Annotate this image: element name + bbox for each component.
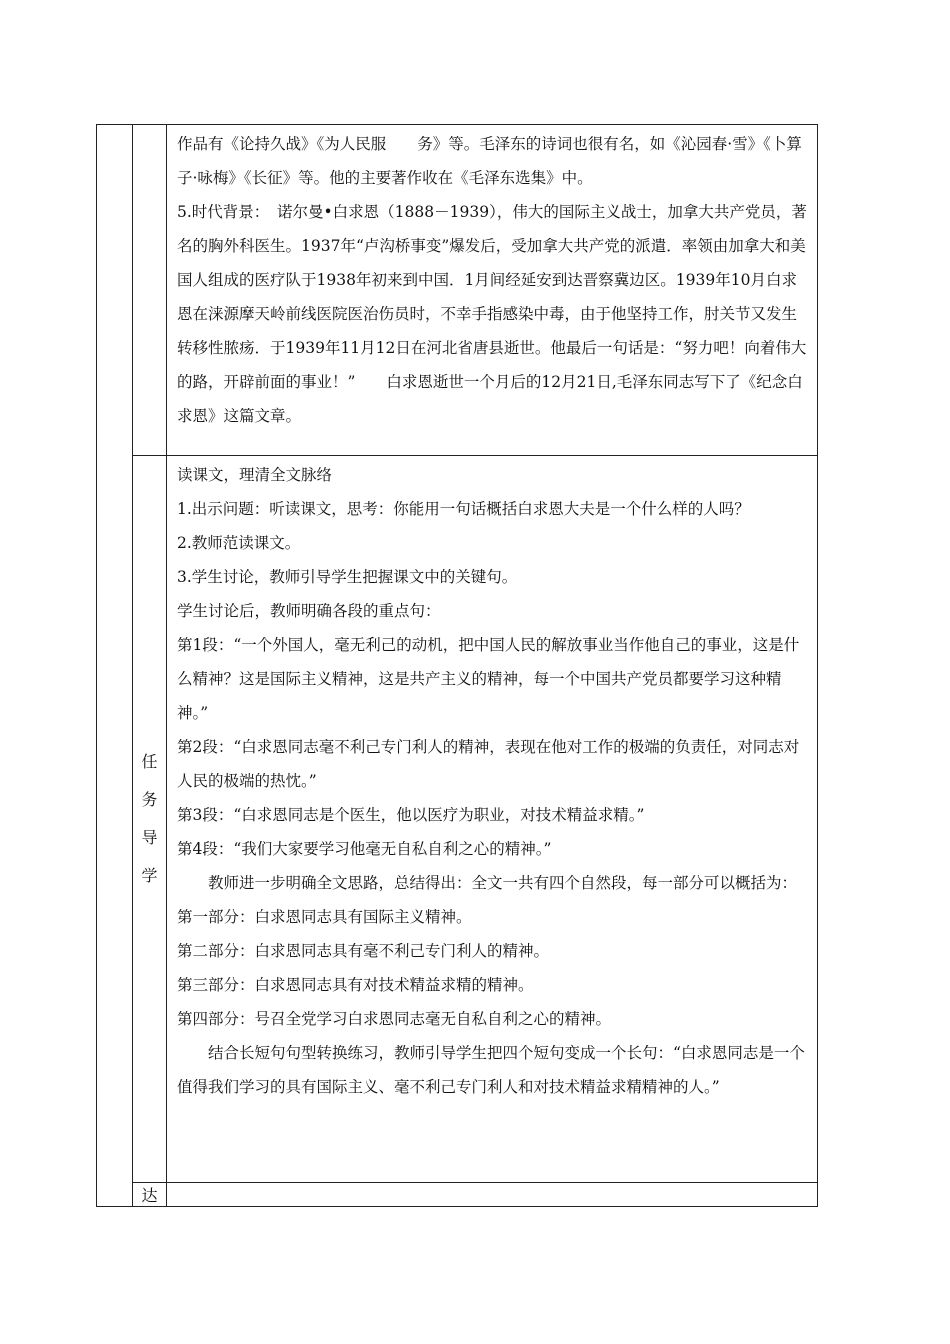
key-sentence-paragraph: 第1段：“一个外国人，毫无利己的动机，把中国人民的解放事业当作他自己的事业，这是什么精神？这是国际主义精神，这是共产主义的精神，每一个中国共产党员都要学习这种精神。”: [177, 636, 800, 722]
part-paragraph: 第一部分：白求恩同志具有国际主义精神。: [177, 908, 472, 926]
part-paragraph: 第三部分：白求恩同志具有对技术精益求精的精神。: [177, 976, 534, 994]
step-paragraph: 2.教师范读课文。: [177, 534, 301, 552]
step-paragraph: 1.出示问题：听读课文，思考：你能用一句话概括白求恩大夫是一个什么样的人吗？: [177, 500, 750, 518]
section-heading: 读课文，理清全文脉络: [177, 466, 333, 484]
label-char: 导: [141, 828, 158, 847]
works-paragraph: 作品有《论持久战》《为人民服 务》等。毛泽东的诗词也很有名，如《沁园春·雪》《卜算子·咏梅》《长征》等。他的主要著作收在《毛泽东选集》中。: [177, 135, 802, 187]
key-sentence-paragraph: 第3段：“白求恩同志是个医生，他以医疗为职业，对技术精益求精。”: [177, 806, 645, 824]
key-sentence-paragraph: 第2段：“白求恩同志毫不利己专门利人的精神，表现在他对工作的极端的负责任，对同志对人民的极端的热忱。”: [177, 738, 800, 790]
label-char: 达: [141, 1186, 158, 1205]
label-cell-empty: [133, 125, 167, 456]
background-paragraph: 5.时代背景： 诺尔曼•白求恩（1888－1939），伟大的国际主义战士，加拿大共产党员，著名的胸外科医生。1937年“卢沟桥事变”爆发后，受加拿大共产党的派遣．率领由加拿大和美国人组成的医疗队于1938年初来到中国．1月间经延安到达晋察冀边区。1939年10月白求恩在涞源摩天岭前线医院医治伤员时，不幸手指感染中毒，由于他坚持工作，肘关节又发生转移性脓疡．于1939年11月12日在河北省唐县逝世。他最后一句话是：“努力吧！向着伟大的路，开辟前面的事业！” 白求恩逝世一个月后的12月21日,毛泽东同志写下了《纪念白求恩》这篇文章。: [177, 203, 807, 425]
label-char: 任: [141, 752, 158, 771]
part-paragraph: 第二部分：白求恩同志具有毫不利己专门利人的精神。: [177, 942, 550, 960]
key-sentence-paragraph: 第4段：“我们大家要学习他毫无自私自利之心的精神。”: [177, 840, 552, 858]
content-cell-task-guide: [167, 456, 818, 1183]
table-row-goal: [97, 1183, 818, 1207]
table-row-background: [97, 125, 818, 456]
label-char: 学: [141, 866, 158, 885]
content-cell-background: [167, 125, 818, 456]
outer-label-cell: [97, 125, 133, 1207]
summary-paragraph: 教师进一步明确全文思路，总结得出：全文一共有四个自然段，每一部分可以概括为：: [208, 874, 798, 892]
label-cell-goal: [133, 1183, 167, 1207]
table-row-task-guide: [97, 456, 818, 1183]
step-paragraph: 3.学生讨论，教师引导学生把握课文中的关键句。: [177, 568, 518, 586]
label-char: 务: [141, 790, 158, 809]
conclusion-paragraph: 结合长短句句型转换练习，教师引导学生把四个短句变成一个长句：“白求恩同志是一个值得我们学习的具有国际主义、毫不利己专门利人和对技术精益求精精神的人。”: [177, 1044, 805, 1096]
step-paragraph: 学生讨论后，教师明确各段的重点句：: [177, 602, 441, 620]
content-cell-goal: [167, 1183, 818, 1207]
lesson-plan-table: [96, 124, 818, 1207]
label-cell-task-guide: [133, 456, 167, 1183]
part-paragraph: 第四部分：号召全党学习白求恩同志毫无自私自利之心的精神。: [177, 1010, 612, 1028]
